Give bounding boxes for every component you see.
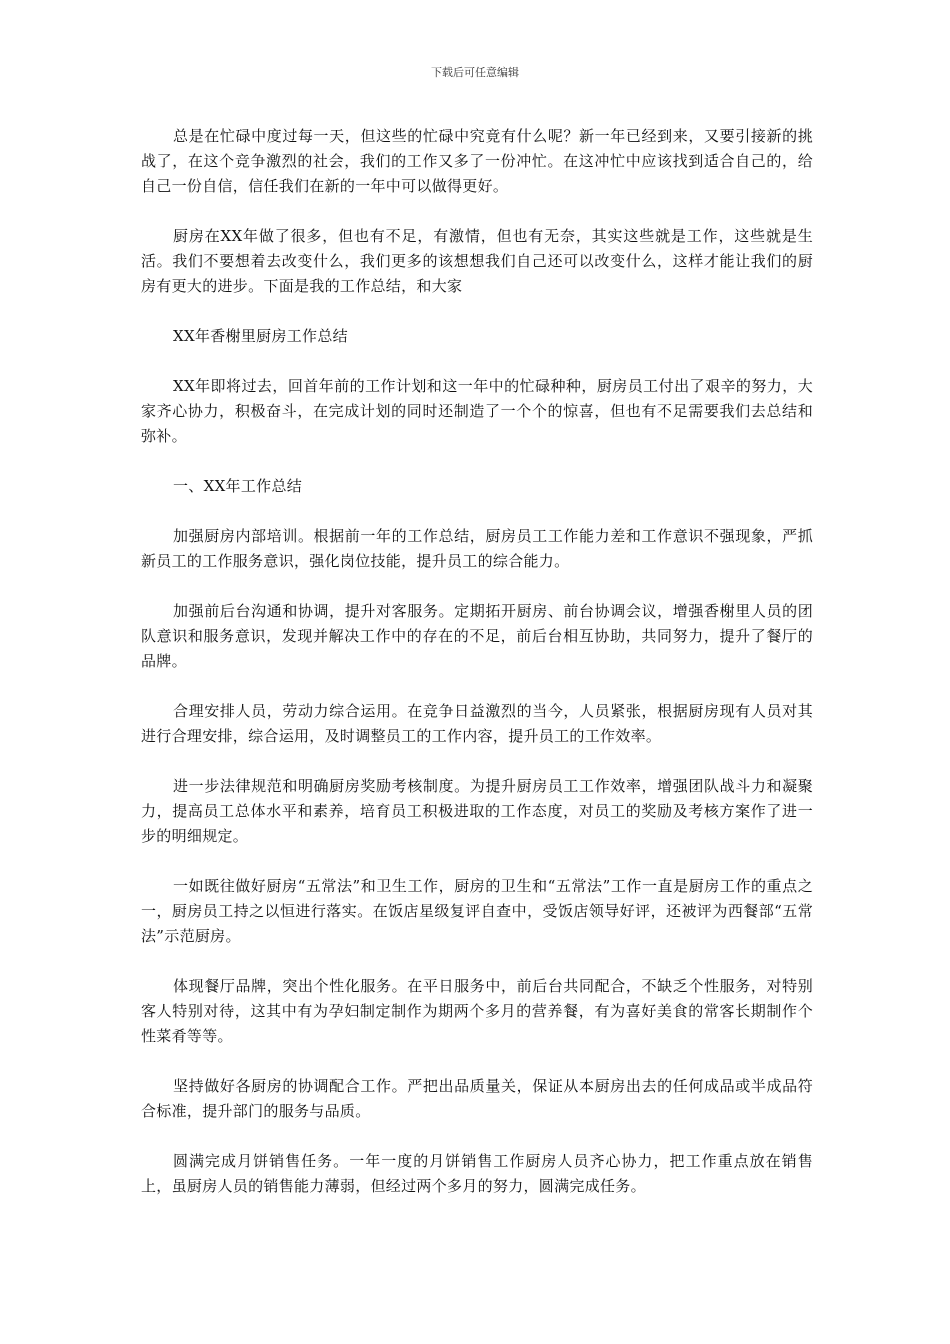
paragraph-personalized-service: 体现餐厅品牌，突出个性化服务。在平日服务中，前后台共同配合，不缺乏个性服务，对特别客人特别对待，这其中有为孕妇制定制作为期两个多月的营养餐，有为喜好美食的常客长期制作个性菜肴等等。 xyxy=(141,977,813,1045)
paragraph-incentives: 进一步法律规范和明确厨房奖励考核制度。为提升厨房员工工作效率，增强团队战斗力和凝聚力，提高员工总体水平和素养，培育员工积极进取的工作态度，对员工的奖励及考核方案作了进一步的明细规定。 xyxy=(141,777,813,845)
paragraph-hygiene: 一如既往做好厨房“五常法”和卫生工作，厨房的卫生和“五常法”工作一直是厨房工作的重点之一，厨房员工持之以恒进行落实。在饭店星级复评自查中，受饭店领导好评，还被评为西餐部“五常法”示范厨房。 xyxy=(141,877,813,945)
paragraph-year-review: XX年即将过去，回首年前的工作计划和这一年中的忙碌种种，厨房员工付出了艰辛的努力，大家齐心协力，积极奋斗，在完成计划的同时还制造了一个个的惊喜，但也有不足需要我们去总结和弥补。 xyxy=(141,377,813,445)
document-body xyxy=(141,124,813,1224)
document-title: XX年香榭里厨房工作总结 xyxy=(173,327,348,345)
paragraph-staffing: 合理安排人员，劳动力综合运用。在竞争日益激烈的当今，人员紧张，根据厨房现有人员对其进行合理安排，综合运用，及时调整员工的工作内容，提升员工的工作效率。 xyxy=(141,702,813,745)
section-heading: 一、XX年工作总结 xyxy=(173,477,303,495)
paragraph-mooncake-sales: 圆满完成月饼销售任务。一年一度的月饼销售工作厨房人员齐心协力，把工作重点放在销售上，虽厨房人员的销售能力薄弱，但经过两个多月的努力，圆满完成任务。 xyxy=(141,1152,813,1195)
paragraph-communication: 加强前后台沟通和协调，提升对客服务。定期拓开厨房、前台协调会议，增强香榭里人员的团队意识和服务意识，发现并解决工作中的存在的不足，前后台相互协助，共同努力，提升了餐厅的品牌。 xyxy=(141,602,813,670)
paragraph-coordination: 坚持做好各厨房的协调配合工作。严把出品质量关，保证从本厨房出去的任何成品或半成品符合标准，提升部门的服务与品质。 xyxy=(141,1077,813,1120)
paragraph-intro: 总是在忙碌中度过每一天，但这些的忙碌中究竟有什么呢？新一年已经到来，又要引接新的挑战了，在这个竞争激烈的社会，我们的工作又多了一份冲忙。在这冲忙中应该找到适合自己的，给自己一份自信，信任我们在新的一年中可以做得更好。 xyxy=(141,127,813,195)
paragraph-kitchen-summary: 厨房在XX年做了很多，但也有不足，有激情，但也有无奈，其实这些就是工作，这些就是生活。我们不要想着去改变什么，我们更多的该想想我们自己还可以改变什么，这样才能让我们的厨房有更大的进步。下面是我的工作总结，和大家 xyxy=(141,227,813,295)
paragraph-training: 加强厨房内部培训。根据前一年的工作总结，厨房员工工作能力差和工作意识不强现象，严抓新员工的工作服务意识，强化岗位技能，提升员工的综合能力。 xyxy=(141,527,813,570)
page-header: 下载后可任意编辑 xyxy=(431,66,519,79)
